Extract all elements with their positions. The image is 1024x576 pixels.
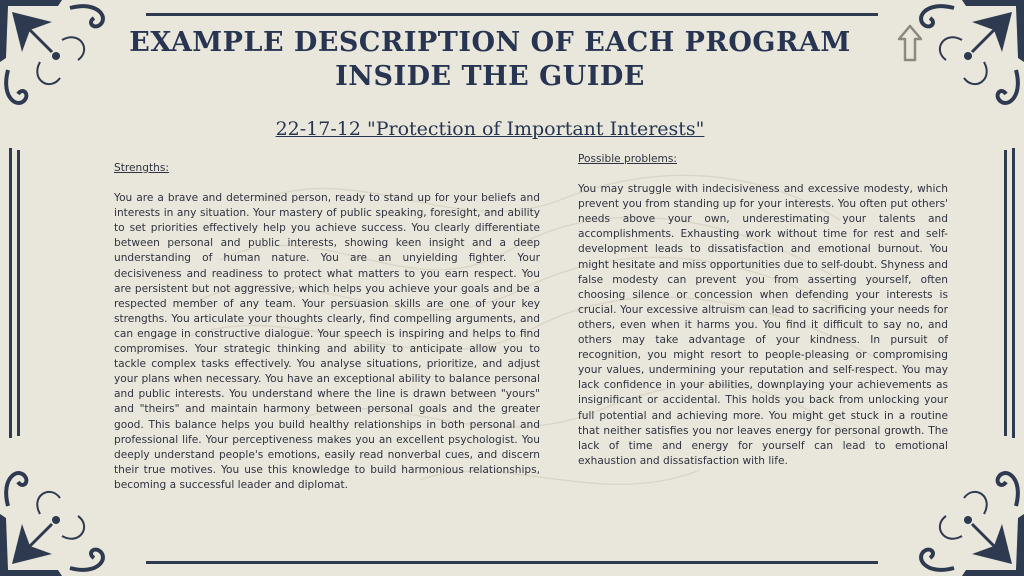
left-border-line-outer [9, 148, 12, 438]
up-arrow-icon[interactable] [897, 24, 923, 62]
right-border-line-inner [1004, 150, 1007, 436]
problems-text: You may struggle with indecisiveness and excessive modesty, which prevent you from standing up for your interests. You often put others' needs above your own, underestimating your talents and accomplishments. Exhausting work without time for rest and self-development leads to dissatisfaction and emotional burnout. You might hesitate and miss opportunities due to self-doubt. Shyness and false modesty can prevent you from asserting yourself, often choosing silence or concession when defending your interests is crucial. Your excessive altruism can lead to sacrificing your needs for others, even when it harms you. You find it difficult to say no, and others may take advantage of your kindness. In pursuit of recognition, you might resort to people-pleasing or compromising your values, undermining your reputation and self-respect. You may lack confidence in your abilities, downplaying your achievements as insignificant or accidental. This holds you back from unlocking your full potential and achieving more. You might get stuck in a routine that neither satisfies you nor leaves energy for personal growth. The lack of time and energy for yourself can lead to emotional exhaustion and dissatisfaction with life. [578, 183, 948, 467]
left-border-line-inner [17, 150, 20, 436]
strengths-text: You are a brave and determined person, ready to stand up for your beliefs and interests in any situation. Your mastery of public speaking, foresight, and ability to set priorities effectively help you achieve success. You clearly differentiate between personal and public interests, showing keen insight and a deep understanding of human nature. You are an unyielding fighter. Your decisiveness and readiness to protect what matters to you earn respect. You are persistent but not aggressive, which helps you achieve your goals and be a respected member of any team. Your persuasion skills are one of your key strengths. You articulate your thoughts clearly, find compelling arguments, and can engage in constructive dialogue. Your speech is inspiring and helps to find compromises. Your strategic thinking and ability to anticipate allow you to tackle complex tasks effectively. You analyse situations, prioritize, and adjust your plans when necessary. You have an exceptional ability to balance personal and public interests. You understand where the line is drawn between "yours" and "theirs" and maintain harmony between personal goals and the greater good. This balance helps you build healthy relationships in both personal and professional life. Your perceptiveness makes you an excellent psychologist. You deeply understand people's emotions, easily read nonverbal cues, and discern their true motives. You use this knowledge to build harmonious relationships, becoming a successful leader and diplomat. [114, 192, 540, 491]
bottom-border-line [146, 561, 878, 564]
right-border-line-outer [1012, 148, 1015, 438]
page-title-line-1: EXAMPLE DESCRIPTION OF EACH PROGRAM [129, 27, 851, 58]
corner-ornament-bottom-left-icon [0, 456, 120, 576]
page-title [120, 26, 860, 94]
problems-section [578, 152, 948, 469]
strengths-heading: Strengths: [114, 162, 169, 174]
corner-ornament-bottom-right-icon [904, 456, 1024, 576]
problems-heading: Possible problems: [578, 153, 677, 165]
page-title-line-2: INSIDE THE GUIDE [335, 61, 645, 92]
top-border-line [146, 13, 878, 16]
corner-ornament-top-left-icon [0, 0, 120, 120]
program-subtitle: 22-17-12 "Protection of Important Interests" [275, 118, 705, 140]
strengths-section [114, 161, 540, 493]
